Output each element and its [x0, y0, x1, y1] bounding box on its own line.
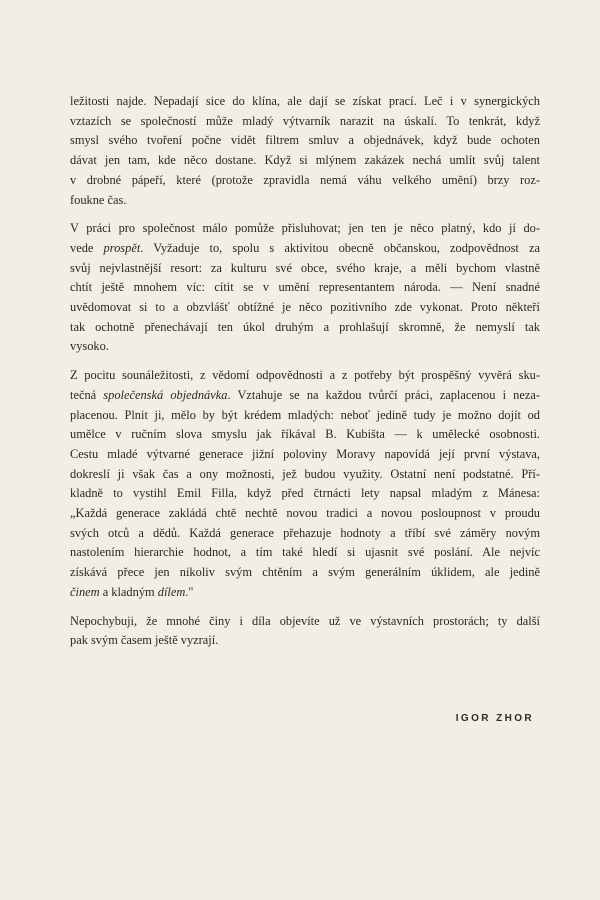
- text-line: tak ochotně přenechávají ten úkol druhým a prohlašují skromně, že nemyslí tak: [70, 319, 540, 334]
- text-line: V práci pro společnost málo pomůže přisluhovat; jen ten je něco platný, kdo jí do-: [70, 221, 540, 236]
- paragraph: [70, 219, 540, 357]
- text-line: placenou. Plnit ji, mělo by být krédem mladých: neboť jedině tudy je možno dojít od: [70, 407, 540, 422]
- text-line: Nepochybuji, že mnohé činy i díla objevíte už ve výstavních prostorách; ty další: [70, 613, 540, 628]
- text-line: foukne čas.: [70, 192, 127, 207]
- text-line: kladně to vystihl Emil Filla, když před čtrnácti lety napsal mladým z Mánesa:: [70, 486, 540, 501]
- text-line: svůj nejvlastnější resort: za kulturu své obce, svého kraje, a měli bychom vlastně: [70, 260, 540, 275]
- text-line: vztazích se společností může mladý výtvarník narazit na úskalí. To tenkrát, když: [70, 113, 540, 128]
- text-line: svých otců a dědů. Každá generace přehazuje hodnoty a tříbí své záměry novým: [70, 525, 540, 540]
- paragraph: [70, 366, 540, 602]
- text-line: nastolením hierarchie hodnot, a tím také hledí si ujasnit své poslání. Ale nejvíc: [70, 545, 540, 560]
- text-line: uvědomovat si to a obzvlášť obtížné je něco pozitivního zde vykonat. Proto někteří: [70, 300, 540, 315]
- text-line: v drobné pápeří, které (protože zpravidla nemá váhu velkého umění) brzy roz-: [70, 172, 540, 187]
- paragraph: [70, 92, 540, 210]
- text-line: „Každá generace zakládá chtě nechtě novou tradici a novou posloupnost v proudu: [70, 506, 540, 521]
- text-line: Cestu mladé výtvarné generace jižní poloviny Moravy napovídá její první výstava,: [70, 446, 540, 461]
- paragraph: [70, 612, 540, 651]
- text-line: získává přece jen nikoliv svým chtěním a svým generálním úklidem, ale jedině: [70, 565, 540, 580]
- text-line: smysl svého tvoření počne vidět filtrem smluv a objednávek, když bude ochoten: [70, 133, 540, 148]
- text-line: chtít ještě mnohem víc: cítit se v umění representantem národa. — Není snadné: [70, 280, 540, 295]
- text-line: dokreslí ji však čas a ony možnosti, jež budou využity. Ostatní není podstatné. Pří-: [70, 466, 540, 481]
- text-line: pak svým časem ještě vyzrají.: [70, 633, 219, 648]
- author-signature: IGOR ZHOR: [455, 713, 534, 724]
- text-line: dávat jen tam, kde něco dostane. Když si mlýnem zakázek nechá umlít svůj talent: [70, 153, 540, 168]
- text-line: umělce v ručním slova smyslu jak říkával B. Kubišta — k umělecké osobnosti.: [70, 427, 540, 442]
- body-text: [70, 92, 540, 651]
- text-line: tečná společenská objednávka. Vztahuje se na každou tvůrčí práci, zaplacenou i neza-: [70, 387, 540, 402]
- text-line: ležitosti najde. Nepadají sice do klína, ale dají se získat prací. Leč i v synergických: [70, 94, 540, 108]
- text-line: činem a kladným dílem.": [70, 584, 194, 599]
- text-line: Z pocitu sounáležitosti, z vědomí odpovědnosti a z potřeby být prospěšný vyvěrá sku-: [70, 368, 540, 383]
- text-line: vysoko.: [70, 339, 109, 354]
- text-line: vede prospět. Vyžaduje to, spolu s aktivitou obecně občanskou, zodpovědnost za: [70, 240, 540, 255]
